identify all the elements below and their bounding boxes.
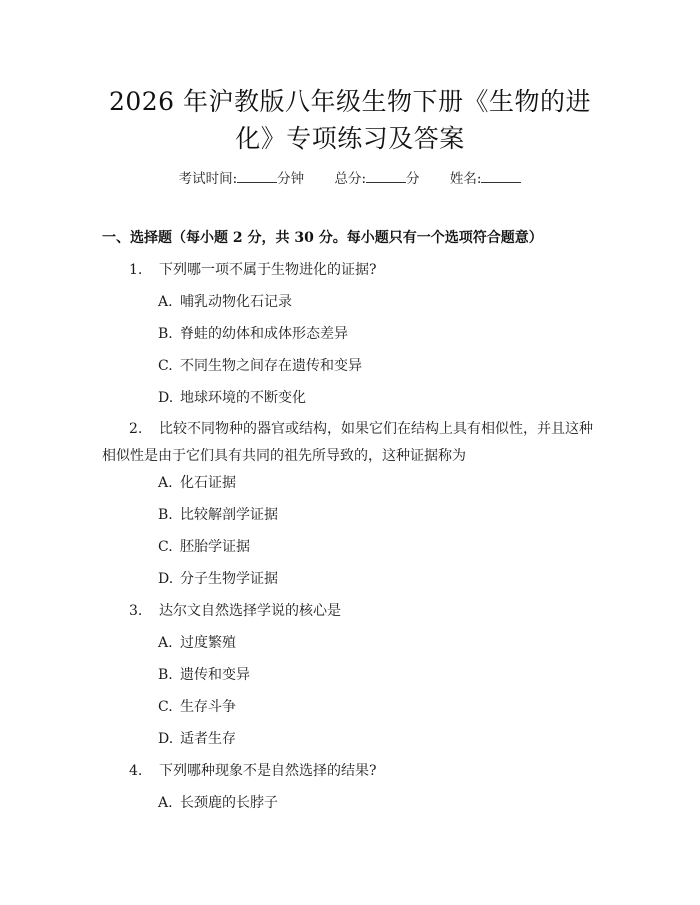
section-heading: 一、选择题（每小题 2 分，共 30 分。每小题只有一个选项符合题意） — [102, 230, 543, 246]
question-2 — [102, 416, 602, 470]
option-text: 遗传和变异 — [180, 667, 250, 683]
exam-time-blank — [237, 168, 277, 183]
question-1-option-a — [158, 292, 292, 312]
option-letter: D. — [158, 571, 174, 587]
option-text: 长颈鹿的长脖子 — [180, 795, 278, 811]
name-blank — [481, 168, 521, 183]
total-score-blank — [366, 168, 406, 183]
option-letter: B. — [158, 667, 173, 683]
question-2-option-b — [158, 505, 278, 525]
option-text: 过度繁殖 — [180, 635, 236, 651]
question-2-option-d — [158, 569, 278, 589]
option-letter: B. — [158, 326, 173, 342]
total-score-label: 总分: — [334, 171, 367, 187]
question-3-option-d — [158, 729, 236, 749]
option-letter: C. — [158, 539, 173, 555]
question-4-option-a — [158, 793, 278, 813]
name-field — [450, 171, 522, 187]
question-number: 4. — [129, 763, 143, 779]
question-text: 比较不同物种的器官或结构，如果它们在结构上具有相似性，并且这种相似性是由于它们具有共同的祖先所导致的，这种证据称为 — [102, 421, 593, 464]
exam-info-line — [0, 168, 700, 189]
option-text: 生存斗争 — [180, 699, 236, 715]
question-number: 2. — [129, 421, 143, 437]
option-letter: C. — [158, 699, 173, 715]
question-text: 下列哪一项不属于生物进化的证据? — [159, 262, 377, 278]
question-number: 3. — [129, 603, 143, 619]
option-letter: D. — [158, 390, 174, 406]
question-1-option-b — [158, 324, 348, 344]
question-3-option-c — [158, 697, 236, 717]
option-text: 地球环境的不断变化 — [180, 390, 306, 406]
document-title-line-2: 化》专项练习及答案 — [235, 124, 465, 153]
question-3-option-b — [158, 665, 250, 685]
exam-time-label: 考试时间: — [178, 171, 238, 187]
option-text: 化石证据 — [180, 475, 236, 491]
question-1 — [129, 260, 377, 280]
question-text: 下列哪种现象不是自然选择的结果? — [159, 763, 377, 779]
document-title-line-1: 2026 年沪教版八年级生物下册《生物的进 — [108, 87, 592, 116]
exam-time-field — [179, 171, 309, 187]
total-score-unit: 分 — [406, 171, 420, 187]
option-text: 胚胎学证据 — [180, 539, 250, 555]
question-number: 1. — [129, 262, 143, 278]
exam-time-unit: 分钟 — [277, 171, 305, 187]
option-text: 脊蛙的幼体和成体形态差异 — [180, 326, 348, 342]
name-label: 姓名: — [449, 171, 482, 187]
question-1-option-d — [158, 388, 306, 408]
question-3 — [129, 601, 341, 621]
option-text: 不同生物之间存在遗传和变异 — [180, 358, 362, 374]
option-text: 哺乳动物化石记录 — [180, 294, 292, 310]
option-letter: A. — [158, 635, 173, 651]
option-text: 比较解剖学证据 — [180, 507, 278, 523]
question-3-option-a — [158, 633, 236, 653]
option-text: 适者生存 — [180, 731, 236, 747]
option-text: 分子生物学证据 — [180, 571, 278, 587]
option-letter: B. — [158, 507, 173, 523]
option-letter: C. — [158, 358, 173, 374]
question-2-option-c — [158, 537, 250, 557]
question-1-option-c — [158, 356, 362, 376]
total-score-field — [334, 171, 423, 187]
option-letter: A. — [158, 294, 173, 310]
option-letter: A. — [158, 795, 173, 811]
question-4 — [129, 761, 377, 781]
question-text: 达尔文自然选择学说的核心是 — [159, 603, 341, 619]
option-letter: D. — [158, 731, 174, 747]
option-letter: A. — [158, 475, 173, 491]
question-2-option-a — [158, 473, 236, 493]
